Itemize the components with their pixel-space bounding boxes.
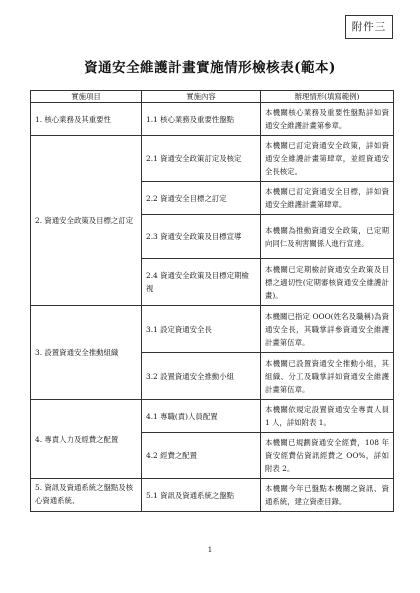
item-cell: 2. 資通安全政策及目標之訂定 — [31, 136, 142, 306]
document-title: 資通安全維護計畫實施情形檢核表(範本) — [84, 60, 336, 76]
attachment-label: 附件三 — [345, 15, 393, 39]
content-cell: 2.3 資通安全政策及目標宣導 — [142, 215, 261, 259]
content-cell: 2.4 資通安全政策及目標定期檢視 — [142, 259, 261, 306]
situation-cell: 本機關已定期檢討資通安全政策及目標之適切性(定期審核資通安全維護計畫)。 — [261, 259, 394, 306]
situation-cell: 本機關依規定設置資通安全專責人員 1 人，詳如附表 1。 — [261, 400, 394, 433]
header-content: 實施內容 — [142, 91, 261, 103]
content-cell: 5.1 資訊及資通系統之盤點 — [142, 479, 261, 512]
content-cell: 1.1 核心業務及重要性盤點 — [142, 103, 261, 136]
situation-cell: 本機關已規劃資通安全經費，108 年資安經費佔資訊經費之 OO%，詳如附表 2。 — [261, 433, 394, 479]
situation-cell: 本機關已設置資通安全推動小組，其組織、分工及職掌詳如資通安全維護計畫第伍章。 — [261, 353, 394, 400]
header-situation: 辦理情形(填寫範例) — [261, 91, 394, 103]
table-row — [31, 136, 394, 182]
content-cell: 3.1 設定資通安全長 — [142, 306, 261, 353]
item-cell: 5. 資訊及資通系統之盤點及核心資通系統、 — [31, 479, 142, 512]
table-row — [31, 400, 394, 433]
table-row — [31, 306, 394, 353]
table-row — [31, 103, 394, 136]
situation-cell: 本機關已訂定資通安全目標，詳如資通安全維護計畫第肆章。 — [261, 182, 394, 215]
content-cell: 4.1 專職(責)人員配置 — [142, 400, 261, 433]
table-header-row — [31, 91, 394, 103]
content-cell: 2.2 資通安全目標之訂定 — [142, 182, 261, 215]
item-cell: 1. 核心業務及其重要性 — [31, 103, 142, 136]
situation-cell: 本機關已訂定資通安全政策，詳如資通安全維護計畫第肆章，並經資通安全長核定。 — [261, 136, 394, 182]
checklist-table — [30, 90, 394, 512]
situation-cell: 本機關為推動資通安全政策，已定期向同仁及利害關係人進行宣達。 — [261, 215, 394, 259]
content-cell: 4.2 經費之配置 — [142, 433, 261, 479]
table-row — [31, 479, 394, 512]
content-cell: 2.1 資通安全政策訂定及核定 — [142, 136, 261, 182]
item-cell: 3. 設置資通安全推動組織 — [31, 306, 142, 400]
header-item: 實施項目 — [31, 91, 142, 103]
situation-cell: 本機關今年已盤點本機關之資訊、資通系統，建立資產目錄。 — [261, 479, 394, 512]
situation-cell: 本機關已指定 OOO(姓名及職稱)為資通安全長，其職掌詳參資通安全維護計畫第伍章。 — [261, 306, 394, 353]
content-cell: 3.2 設置資通安全推動小組 — [142, 353, 261, 400]
page-number: 1 — [207, 546, 213, 554]
situation-cell: 本機關核心業務及重要性盤點詳如資通安全維護計畫第參章。 — [261, 103, 394, 136]
item-cell: 4. 專責人力及經費之配置 — [31, 400, 142, 479]
